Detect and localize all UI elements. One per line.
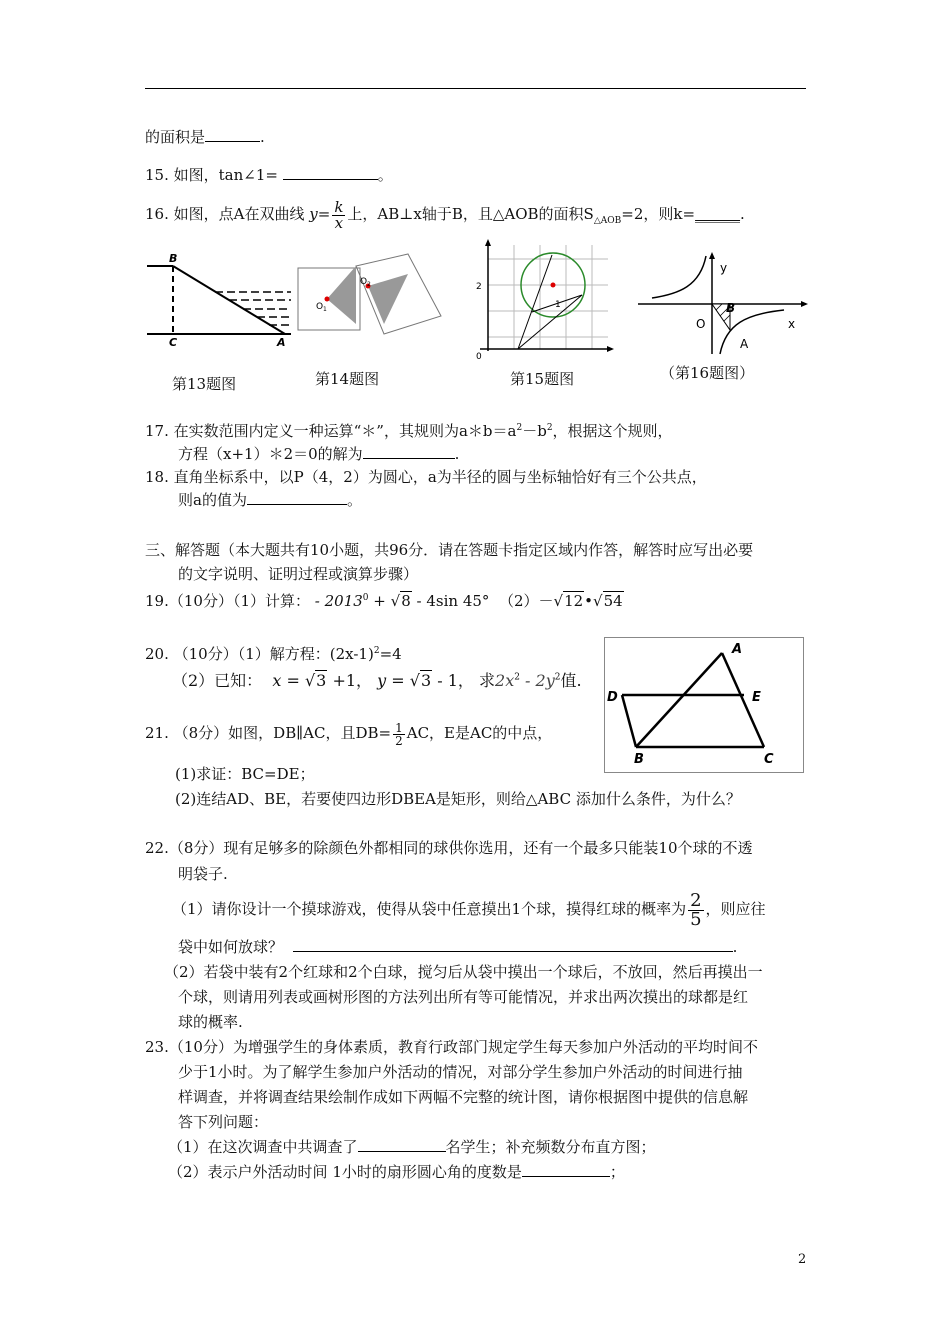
question-23-line-4: 答下列问题： (178, 1113, 269, 1131)
caption-14: 第14题图 (315, 370, 380, 388)
question-23-part-2: （2）表示户外活动时间 1小时的扇形圆心角的度数是 ； (168, 1163, 625, 1181)
svg-text:O: O (316, 302, 324, 312)
svg-text:1: 1 (323, 306, 327, 313)
svg-text:A: A (740, 337, 749, 351)
caption-13: 第13题图 (172, 375, 237, 393)
question-16: 16. 如图，点A在双曲线 y= $\frac{k}{x}$ 上，AB⊥x轴于B，且△AOB的面积$S_{\triangle AOB}=2$，则k=______. (145, 197, 745, 232)
question-22-part-2-line-1: （2）若袋中装有2个红球和2个白球，搅匀后从袋中摸出一个球后，不放回，然后再摸出一 (164, 963, 763, 981)
svg-text:O: O (360, 277, 368, 287)
svg-text:B: B (726, 301, 736, 315)
question-22-part-2-line-3: 球的概率. (178, 1013, 243, 1031)
question-23-line-3: 样调查，并将调查结果绘制作成如下两幅不完整的统计图，请你根据图中提供的信息解 (178, 1088, 749, 1106)
svg-text:A: A (732, 642, 743, 657)
header-rule (145, 88, 806, 89)
section-3-line-1: 三、解答题（本大题共有10小题，共96分．请在答题卡指定区域内作答，解答时应写出必要 (145, 541, 754, 559)
figure-13 (145, 252, 295, 348)
svg-text:2: 2 (367, 281, 371, 288)
question-21: 21. （8分）如图，DB∥AC，且DB= $\frac{1}{2}$ AC，E是AC的中点， (145, 720, 553, 748)
question-23-part-1: （1）在这次调查中共调查了 名学生；补充频数分布直方图； (168, 1138, 656, 1156)
question-22-part-2-line-2: 个球，则请用列表或画树形图的方法列出所有等可能情况，并求出两次摸出的球都是红 (178, 988, 749, 1006)
question-20-line-2: （2）已知： x = √3 +1， y = √3 - 1， 求$2x^2 - 2y^2$值. (172, 671, 582, 690)
svg-text:B: B (634, 752, 644, 767)
caption-15: 第15题图 (510, 370, 575, 388)
section-3-line-2: 的文字说明、证明过程或演算步骤） (178, 565, 419, 583)
question-22-part-1-line-2: 袋中如何放球？ . (178, 938, 738, 956)
question-22-line-2: 明袋子. (178, 865, 228, 883)
question-17-line-2: 方程（x+1）＊2＝0的解为 . (178, 445, 460, 463)
svg-text:O: O (696, 317, 706, 331)
figure-21 (604, 637, 804, 773)
question-21-part-2: (2)连结AD、BE，若要使四边形DBEA是矩形，则给△ABC 添加什么条件，为什么？ (175, 790, 741, 808)
question-18-line-2: 则a的值为 。 (178, 491, 362, 509)
question-19: 19.（10分）（1）计算： - $2013^0 + √8 - 4\sin$ 45° （2）－√12•√54 (145, 592, 623, 610)
svg-text:1: 1 (555, 300, 561, 310)
svg-text:0: 0 (476, 352, 482, 359)
svg-text:y: y (720, 261, 728, 275)
figure-16 (634, 250, 810, 358)
label-C: C (169, 336, 178, 348)
question-23-line-2: 少于1小时。为了解学生参加户外活动的情况，对部分学生参加户外活动的时间进行抽 (178, 1063, 743, 1081)
svg-text:2: 2 (476, 282, 482, 292)
svg-text:D: D (607, 690, 618, 705)
question-21-part-1: (1)求证：BC=DE； (175, 765, 315, 783)
caption-16: （第16题图） (660, 364, 755, 382)
svg-text:x: x (788, 317, 796, 331)
question-22-line-1: 22.（8分）现有足够多的除颜色外都相同的球供你选用，还有一个最多只能装10个球的不透 (145, 839, 753, 857)
svg-text:C: C (764, 752, 774, 767)
question-23-line-1: 23.（10分）为增强学生的身体素质，教育行政部门规定学生每天参加户外活动的平均时间不 (145, 1038, 758, 1056)
figure-14 (296, 246, 446, 342)
label-A: A (277, 336, 286, 348)
question-17-line-1: 17. 在实数范围内定义一种运算“＊”，其规则为$a*b=a^2-b^2$，根据这个规则， (145, 422, 673, 440)
question-20-line-1: 20. （10分）（1）解方程：$(2x-1)^2=4$ (145, 645, 402, 663)
question-22-part-1: （1）请你设计一个摸球游戏，使得从袋中任意摸出1个球，摸得红球的概率为 $\frac{2}{5}$ ，则应往 (172, 889, 766, 930)
figure-15 (472, 237, 617, 359)
q14-tail: 的面积是 . (145, 128, 265, 146)
question-15: 15. 如图，tan∠1= 。 (145, 166, 393, 184)
label-B: B (169, 252, 178, 265)
question-18-line-1: 18. 直角坐标系中，以P（4，2）为圆心，a为半径的圆与坐标轴恰好有三个公共点， (145, 468, 707, 486)
page-number: 2 (798, 1252, 807, 1267)
svg-text:E: E (752, 690, 761, 705)
